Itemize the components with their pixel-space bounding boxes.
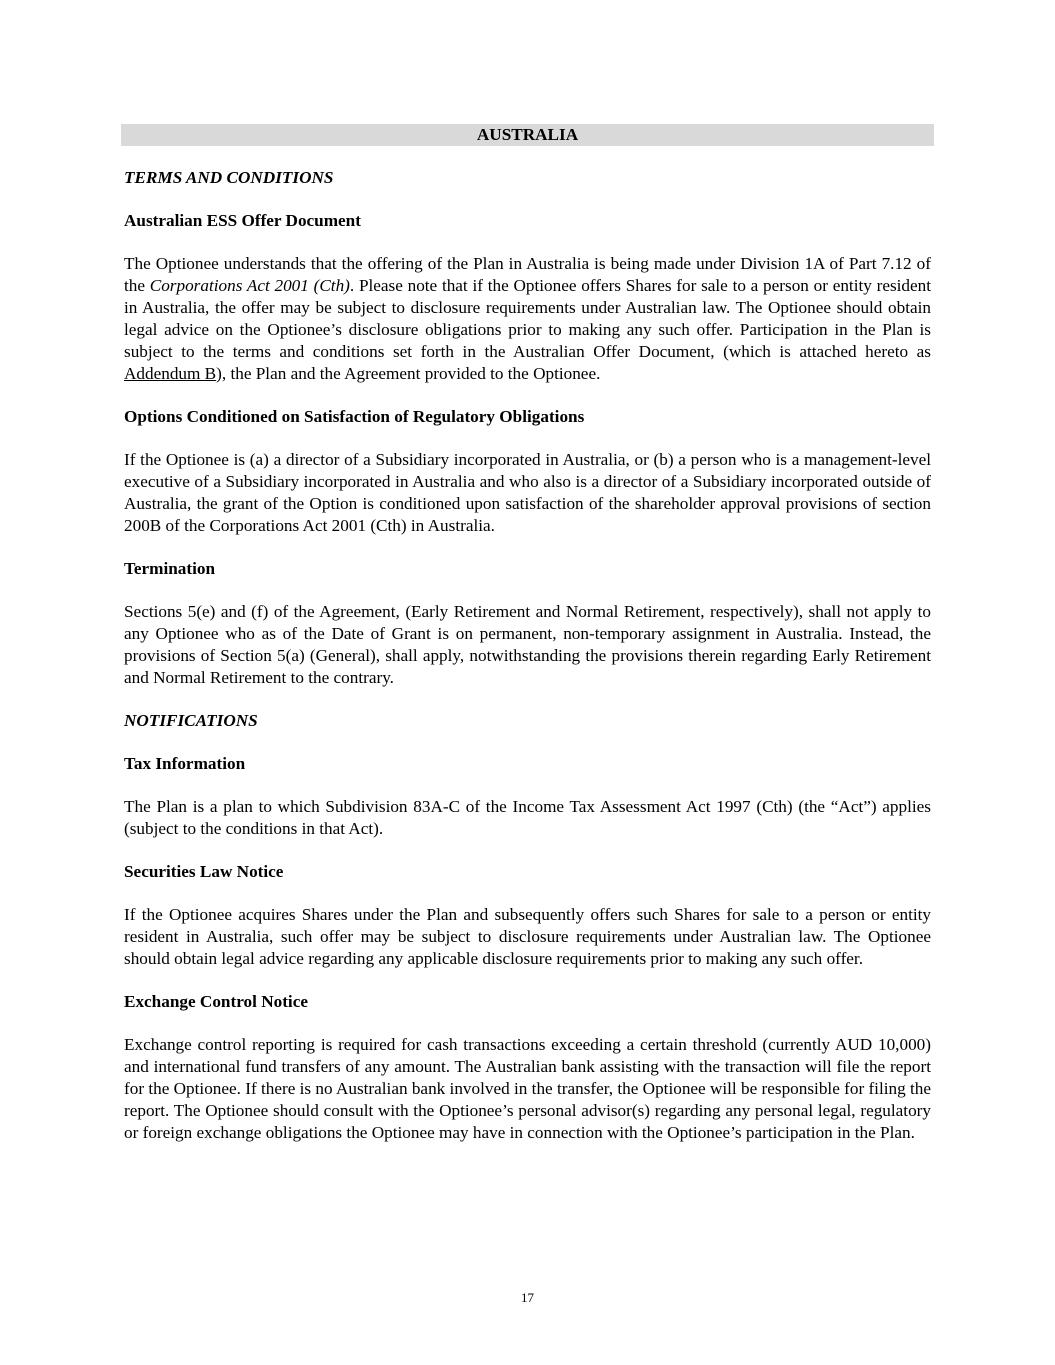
page-number: 17 (521, 1290, 534, 1305)
tax-paragraph: The Plan is a plan to which Subdivision 83A-C of the Income Tax Assessment Act 1997 (Cth) (the “Act”) applies (subject to the conditions in that Act). (124, 797, 931, 838)
corporations-act-italic: Corporations Act 2001 (Cth) (149, 276, 350, 295)
ess-text-a: The Optionee understands that the offering of the Plan in Australia is being made under Division 1A of Part 7.12 of the (124, 254, 931, 295)
terms-section-title: TERMS AND CONDITIONS (124, 168, 334, 187)
termination-paragraph: Sections 5(e) and (f) of the Agreement, (Early Retirement and Normal Retirement, respectively), shall not apply to any Optionee who as of the Date of Grant is on permanent, non-temporary assignment in Australia. Instead, the provisions of Section 5(a) (General), shall apply, notwithstanding the provisions therein regarding Early Retirement and Normal Retirement to the contrary. (124, 602, 931, 687)
regulatory-paragraph: If the Optionee is (a) a director of a Subsidiary incorporated in Australia, or (b) a person who is a management-level executive of a Subsidiary incorporated in Australia and who also is a director of a Subsidiary incorporated outside of Australia, the grant of the Option is conditioned upon satisfaction of the shareholder approval provisions of section 200B of the Corporations Act 2001 (Cth) in Australia. (124, 450, 931, 535)
ess-text-b: . Please note that if the Optionee offers Shares for sale to a person or entity resident in Australia, the offer may be subject to disclosure requirements under Australian law. The Optionee should obtain legal advice on the Optionee’s disclosure obligations prior to making any such offer. Participation in the Plan is subject to the terms and conditions set forth in the Australian Offer Document, (which is attached hereto as (124, 276, 931, 361)
securities-heading: Securities Law Notice (124, 862, 284, 881)
termination-heading: Termination (124, 559, 216, 578)
ess-text-c: ), the Plan and the Agreement provided to the Optionee. (216, 364, 601, 383)
regulatory-heading: Options Conditioned on Satisfaction of Regulatory Obligations (124, 407, 585, 426)
document-body (124, 167, 931, 1165)
ess-paragraph (124, 253, 931, 385)
notifications-section-title: NOTIFICATIONS (124, 711, 258, 730)
addendum-b-link[interactable]: Addendum B (124, 364, 217, 383)
ess-heading: Australian ESS Offer Document (124, 211, 361, 230)
exchange-paragraph: Exchange control reporting is required for cash transactions exceeding a certain threshold (currently AUD 10,000) and international fund transfers of any amount. The Australian bank assisting with the transaction will file the report for the Optionee. If there is no Australian bank involved in the transfer, the Optionee will be responsible for filing the report. The Optionee should consult with the Optionee’s personal advisor(s) regarding any personal legal, regulatory or foreign exchange obligations the Optionee may have in connection with the Optionee’s participation in the Plan. (124, 1035, 931, 1142)
securities-paragraph: If the Optionee acquires Shares under the Plan and subsequently offers such Shares for sale to a person or entity resident in Australia, such offer may be subject to disclosure requirements under Australian law. The Optionee should obtain legal advice regarding any applicable disclosure requirements prior to making any such offer. (124, 905, 931, 968)
tax-heading: Tax Information (124, 754, 246, 773)
country-heading: AUSTRALIA (121, 124, 934, 146)
exchange-heading: Exchange Control Notice (124, 992, 308, 1011)
